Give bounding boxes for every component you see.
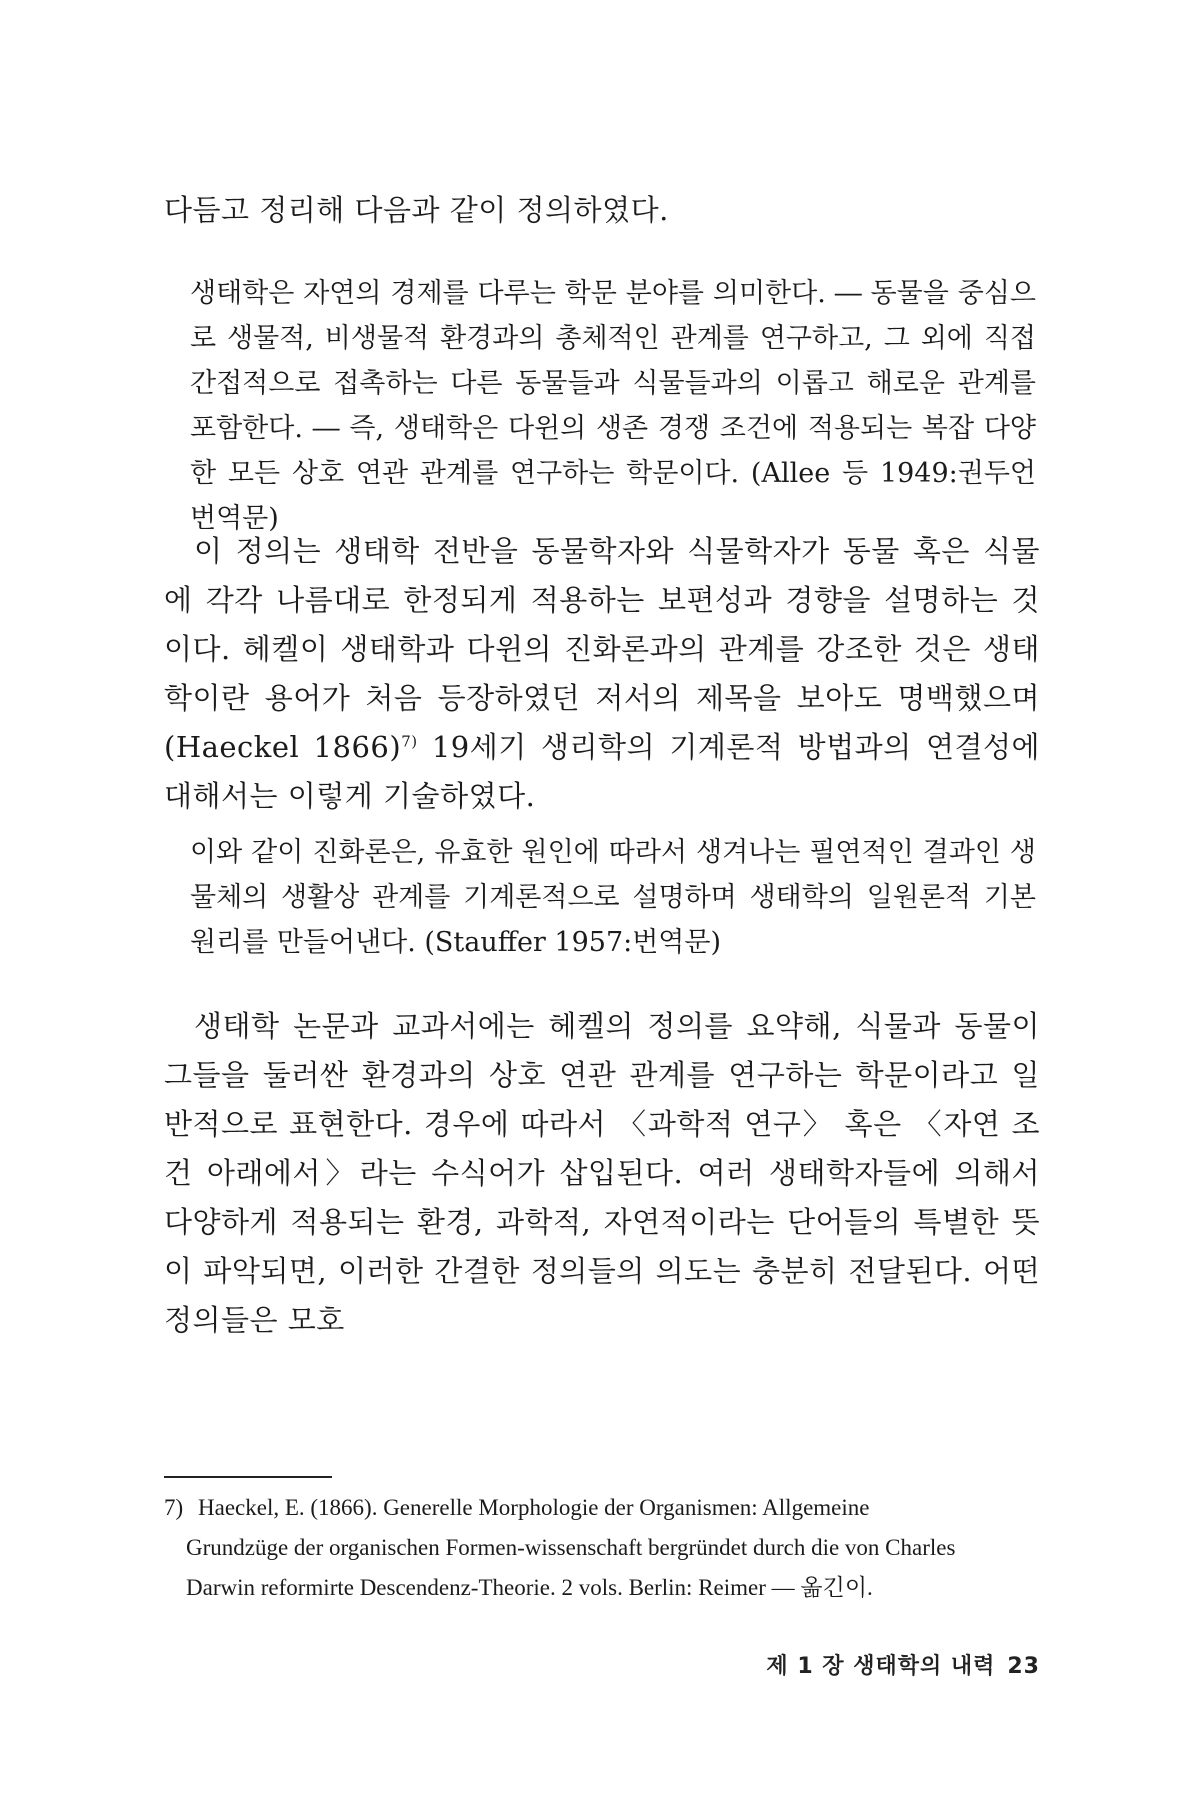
paragraph-definition-text: 이 정의는 생태학 전반을 동물학자와 식물학자가 동물 혹은 식물에 각각 나름대로 한정되게 적용하는 보편성과 경향을 설명하는 것이다. 헤켈이 생태학과 다윈의 진화론과의 관계를 강조한 것은 생태학이란 용어가 처음 등장하였던 저서의 제목을 보아도 명백했으며(Haeckel 1866) [164, 534, 1040, 764]
footnote [164, 1488, 1040, 1608]
footnote-line-2: Grundzüge der organischen Formen-wissenschaft bergründet durch die von Charles [186, 1535, 956, 1560]
running-header-chapter: 제 1 장 생태학의 내력 [766, 1654, 996, 1679]
paragraph-intro: 다듬고 정리해 다음과 같이 정의하였다. [164, 193, 669, 227]
page-number: 23 [1007, 1654, 1040, 1679]
footnote-line-1 [164, 1488, 1040, 1528]
footnote-text-1: Haeckel, E. (1866). Generelle Morphologie der Organismen: Allgemeine [198, 1495, 870, 1520]
page-footer [754, 1649, 1040, 1680]
footnote-reference: 7) [401, 732, 418, 751]
paragraph-textbooks: 생태학 논문과 교과서에는 헤켈의 정의를 요약해, 식물과 동물이 그들을 둘러싼 환경과의 상호 연관 관계를 연구하는 학문이라고 일반적으로 표현한다. 경우에 따라서 〈과학적 연구〉 혹은 〈자연 조건 아래에서〉라는 수식어가 삽입된다. 여러 생태학자들에 의해서 다양하게 적용되는 환경, 과학적, 자연적이라는 단어들의 특별한 뜻이 파악되면, 이러한 간결한 정의들의 의도는 충분히 전달된다. 어떤 정의들은 모호 [164, 1009, 1040, 1337]
paragraph-definition [164, 527, 1040, 821]
footnote-divider [164, 1476, 332, 1478]
footnote-line-3: Darwin reformirte Descendenz-Theorie. 2 vols. Berlin: Reimer ― 옮긴이. [186, 1575, 873, 1600]
paragraph-definition-text-cont: 19세기 생리학의 기계론적 방법과의 연결성에 대해서는 이렇게 기술하였다. [164, 730, 1040, 813]
block-quote-allee: 생태학은 자연의 경제를 다루는 학문 분야를 의미한다. ― 동물을 중심으로 생물적, 비생물적 환경과의 총체적인 관계를 연구하고, 그 외에 직접 간접적으로 접촉하는 다른 동물들과 식물들과의 이롭고 해로운 관계를 포함한다. ― 즉, 생태학은 다윈의 생존 경쟁 조건에 적용되는 복잡 다양한 모든 상호 연관 관계를 연구하는 학문이다. (Allee 등 1949:권두언 번역문) [190, 278, 1036, 534]
block-quote-stauffer: 이와 같이 진화론은, 유효한 원인에 따라서 생겨나는 필연적인 결과인 생물체의 생활상 관계를 기계론적으로 설명하며 생태학의 일원론적 기본 원리를 만들어낸다. (Stauffer 1957:번역문) [190, 837, 1036, 958]
footnote-number: 7) [164, 1495, 184, 1520]
